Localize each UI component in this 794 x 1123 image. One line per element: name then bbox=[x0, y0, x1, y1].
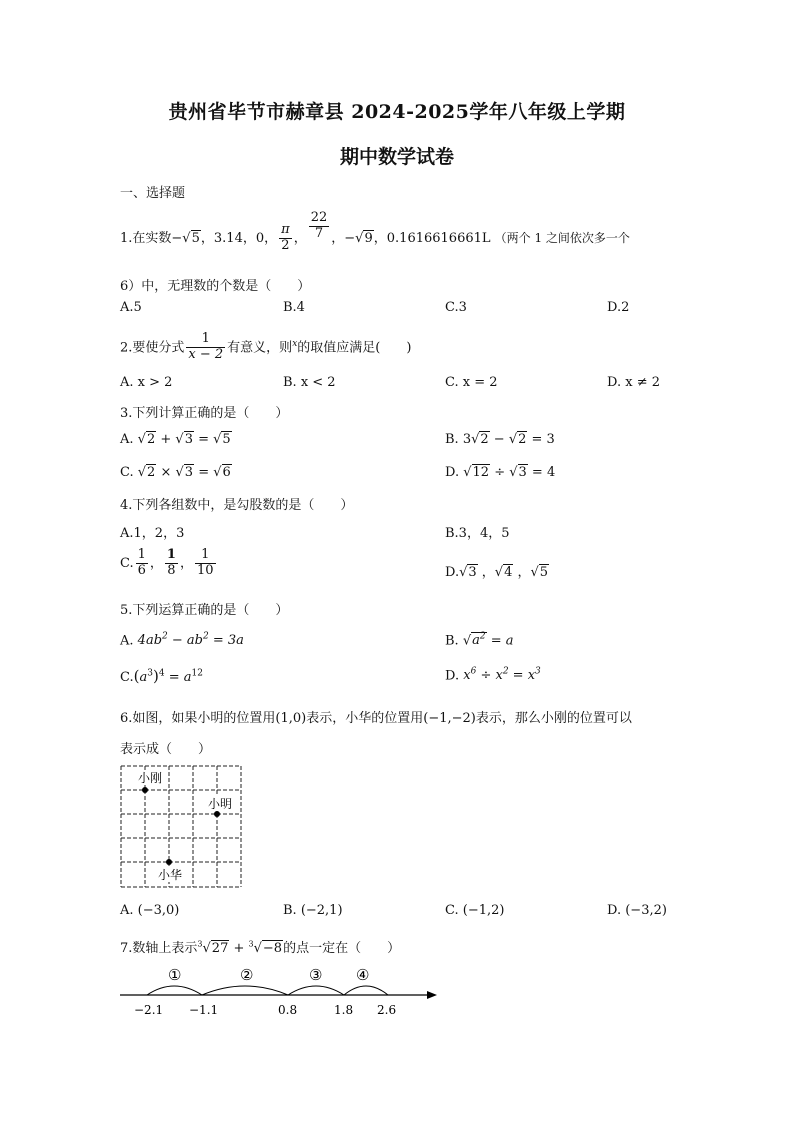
q1-frac-22-7: $\frac{22}{7}$ bbox=[310, 210, 328, 241]
exam-title-line1: 贵州省毕节市赫章县 2024-2025学年八年级上学期 bbox=[168, 101, 626, 123]
q6-stem: 6.如图，如果小明的位置用(1,0)表示，小华的位置用(−1,−2)表示，那么小刚的位置可以 bbox=[120, 711, 632, 726]
q2-suffix-a: 有意义，则 bbox=[227, 340, 293, 356]
q6-grid-figure bbox=[118, 764, 248, 889]
q1-num-sqrt5: 5 bbox=[191, 231, 200, 246]
q3-option-d[interactable]: D. √12 ÷ √3 = 4 bbox=[445, 465, 556, 480]
q1-num-314: 3.14 bbox=[213, 231, 243, 246]
q2-option-c[interactable]: C. x = 2 bbox=[445, 375, 498, 390]
q2-option-b[interactable]: B. x < 2 bbox=[283, 375, 336, 390]
q1-num-decimal: 0.1616616661L bbox=[386, 231, 491, 246]
tick-2-6: 2.6 bbox=[377, 1003, 397, 1017]
q6-option-b[interactable]: B. (−2,1) bbox=[283, 903, 343, 918]
q5-option-d[interactable]: D. $x^6 \div x^2 = x^3$ bbox=[445, 667, 541, 684]
q1-num-0: 0 bbox=[255, 231, 265, 246]
segment-4: ④ bbox=[356, 966, 370, 984]
tick-neg-2-1: −2.1 bbox=[134, 1003, 164, 1017]
q1-prefix: 1.在实数 bbox=[120, 231, 172, 246]
point-xiaoming bbox=[214, 811, 220, 817]
q1-option-a[interactable]: A.5 bbox=[120, 300, 142, 315]
q1-line2: 6）中，无理数的个数是（ ） bbox=[120, 279, 311, 294]
q4-stem: 4.下列各组数中，是勾股数的是（ ） bbox=[120, 498, 354, 513]
q4-option-c[interactable]: C. $\frac{1}{6}$ ， $\frac{1}{8}$ ， $\frac{1}{10}$ bbox=[120, 547, 214, 578]
q3-option-c[interactable]: C. √2 × √3 = √6 bbox=[120, 465, 231, 480]
q6-option-d[interactable]: D. (−3,2) bbox=[607, 903, 667, 918]
segment-3: ③ bbox=[309, 966, 323, 984]
q1-stem: 1.在实数−√5，3.14，0， $\frac{\pi}{2}$ ， $\frac{22}{7}$ ，−√9，0.1616616661L （两个 1 之间依次多一个 bbox=[120, 210, 630, 253]
q1-option-d[interactable]: D.2 bbox=[607, 300, 630, 315]
q6-option-c[interactable]: C. (−1,2) bbox=[445, 903, 505, 918]
tick-neg-1-1: −1.1 bbox=[189, 1003, 219, 1017]
q5-option-b[interactable]: B. $√a^2 = a$ bbox=[445, 632, 514, 649]
q3-option-a[interactable]: A. √2 + √3 = √5 bbox=[120, 432, 231, 447]
exam-title-line2: 期中数学试卷 bbox=[339, 146, 454, 168]
label-xiaoming: 小明 bbox=[208, 797, 233, 811]
q2-suffix-b: 的取值应满足( ) bbox=[297, 340, 412, 356]
q1-frac-pi: $\frac{\pi}{2}$ bbox=[281, 222, 290, 253]
segment-2: ② bbox=[240, 966, 254, 984]
q6-stem-line2: 表示成（ ） bbox=[120, 742, 212, 757]
point-xiaogang bbox=[142, 787, 148, 793]
section-label: 一、选择题 bbox=[120, 186, 186, 201]
tick-0-8: 0.8 bbox=[278, 1003, 298, 1017]
q5-option-c[interactable]: $C.(a^3)^4 = a^{12}$ bbox=[120, 667, 203, 685]
q2-stem bbox=[120, 327, 411, 365]
segment-1: ① bbox=[168, 966, 182, 984]
q4-option-a[interactable]: A.1，2，3 bbox=[120, 526, 185, 541]
label-xiaogang: 小刚 bbox=[138, 771, 163, 785]
q1-note: （两个 1 之间依次多一个 bbox=[494, 231, 630, 245]
q1-num-sqrt9: 9 bbox=[364, 231, 373, 246]
q2-var: x bbox=[292, 339, 298, 349]
q7-stem: 7.数轴上表示$^3$√27 + $^3$√−8的点一定在（ ） bbox=[120, 939, 401, 956]
point-xiaohua bbox=[166, 859, 172, 865]
q6-option-a[interactable]: A. (−3,0) bbox=[120, 903, 180, 918]
q3-stem: 3.下列计算正确的是（ ） bbox=[120, 406, 289, 421]
q2-fraction: $\frac{1}{x - 2}$ bbox=[188, 331, 224, 363]
q7-number-line bbox=[115, 962, 445, 1022]
q3-option-b[interactable]: B. 3√2 − √2 = 3 bbox=[445, 432, 555, 447]
q2-option-d[interactable]: D. x ≠ 2 bbox=[607, 375, 660, 390]
q2-option-a[interactable]: A. x > 2 bbox=[120, 375, 173, 390]
label-xiaohua: 小华 bbox=[158, 868, 183, 882]
q5-option-a[interactable]: A. $4ab^2 - ab^2 = 3a$ bbox=[120, 632, 244, 649]
q1-option-b[interactable]: B.4 bbox=[283, 300, 305, 315]
q5-stem: 5.下列运算正确的是（ ） bbox=[120, 603, 289, 618]
q2-prefix: 2.要使分式 bbox=[120, 340, 185, 356]
q4-option-d[interactable]: D.√3 ，√4 ，√5 bbox=[445, 565, 549, 580]
tick-1-8: 1.8 bbox=[334, 1003, 354, 1017]
q1-option-c[interactable]: C.3 bbox=[445, 300, 467, 315]
q4-option-b[interactable]: B.3，4，5 bbox=[445, 526, 510, 541]
